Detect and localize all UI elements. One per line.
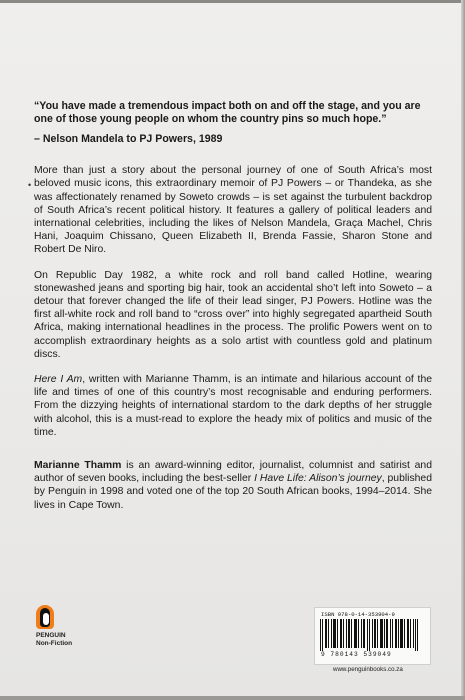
cover-top-edge xyxy=(0,0,465,3)
penguin-belly-shape xyxy=(43,613,49,625)
penguin-logo-icon xyxy=(36,605,54,629)
author-book-title: I Have Life: Alison’s journey xyxy=(254,473,382,485)
publisher-label xyxy=(36,632,72,648)
endorsement-quote: “You have made a tremendous impact both on and off the stage, and you are one of those young people on whom the country pins so much hope.” xyxy=(34,100,421,126)
blurb-paragraph-3 xyxy=(34,373,432,439)
barcode-panel xyxy=(314,607,431,665)
cover-bottom-edge xyxy=(0,696,465,700)
endorsement-attribution: – Nelson Mandela to PJ Powers, 1989 xyxy=(34,132,223,145)
publisher-name: PENGUIN xyxy=(36,632,66,639)
blurb-paragraph-3-text: , written with Marianne Thamm, is an intimate and hilarious account of the life and times of one of this country’s most recognisable and enduring performers. From the dizzying heights of international stardom to the dark depths of her struggle with alcohol, this is a must-read to explore the heady mix of politics and music of the time. xyxy=(34,374,432,438)
blurb-content xyxy=(28,100,432,524)
blurb-paragraph-2: On Republic Day 1982, a white rock and roll band called Hotline, wearing stonewashed jeans and sporting big hair, took an accidental sho’t left into Soweto – a detour that forever changed the life of their lead singer, PJ Powers. Hotline was the first all-white rock and roll band to “cross over” into highly segregated apartheid South Africa, making international headlines in the process. The prolific Powers went on to accomplish extraordinary heights as a solo artist with countless gold and platinum discs. xyxy=(34,269,432,360)
author-bio-text-1: is an award-winning editor, journalist, columnist and satirist and author of seven books, including the best-seller xyxy=(34,460,432,485)
barcode-number: 9 780143 539049 xyxy=(321,651,392,658)
barcode-icon xyxy=(320,619,424,651)
publisher-imprint: Non-Fiction xyxy=(36,640,73,647)
stray-mark: • xyxy=(28,180,32,191)
author-name: Marianne Thamm xyxy=(34,460,122,472)
blurb-paragraph-1-wrap xyxy=(28,164,432,256)
isbn-label: ISBN 978-0-14-353904-9 xyxy=(321,611,395,618)
author-bio-text-2: , published by Penguin in 1998 and voted one of the top 20 South African books, 1994–2014. She lives in Cape Town. xyxy=(34,473,432,511)
publisher-url: www.penguinbooks.co.za xyxy=(333,666,403,673)
cover-right-edge xyxy=(461,0,465,700)
book-title: Here I Am xyxy=(34,374,83,386)
author-bio xyxy=(34,459,432,512)
blurb-paragraph-1: More than just a story about the personal journey of one of South Africa’s most beloved music icons, this extraordinary memoir of PJ Powers – or Thandeka, as she was affectionately renamed by Soweto crowds – is set against the turbulent backdrop of South Africa’s recent political history. It features a gallery of political leaders and international celebrities, including the likes of Nelson Mandela, Graça Machel, Chris Hani, Joaquim Chissano, Queen Elizabeth II, Brenda Fassie, Sharon Stone and Robert De Niro. xyxy=(34,165,432,256)
penguin-logo xyxy=(36,605,106,653)
